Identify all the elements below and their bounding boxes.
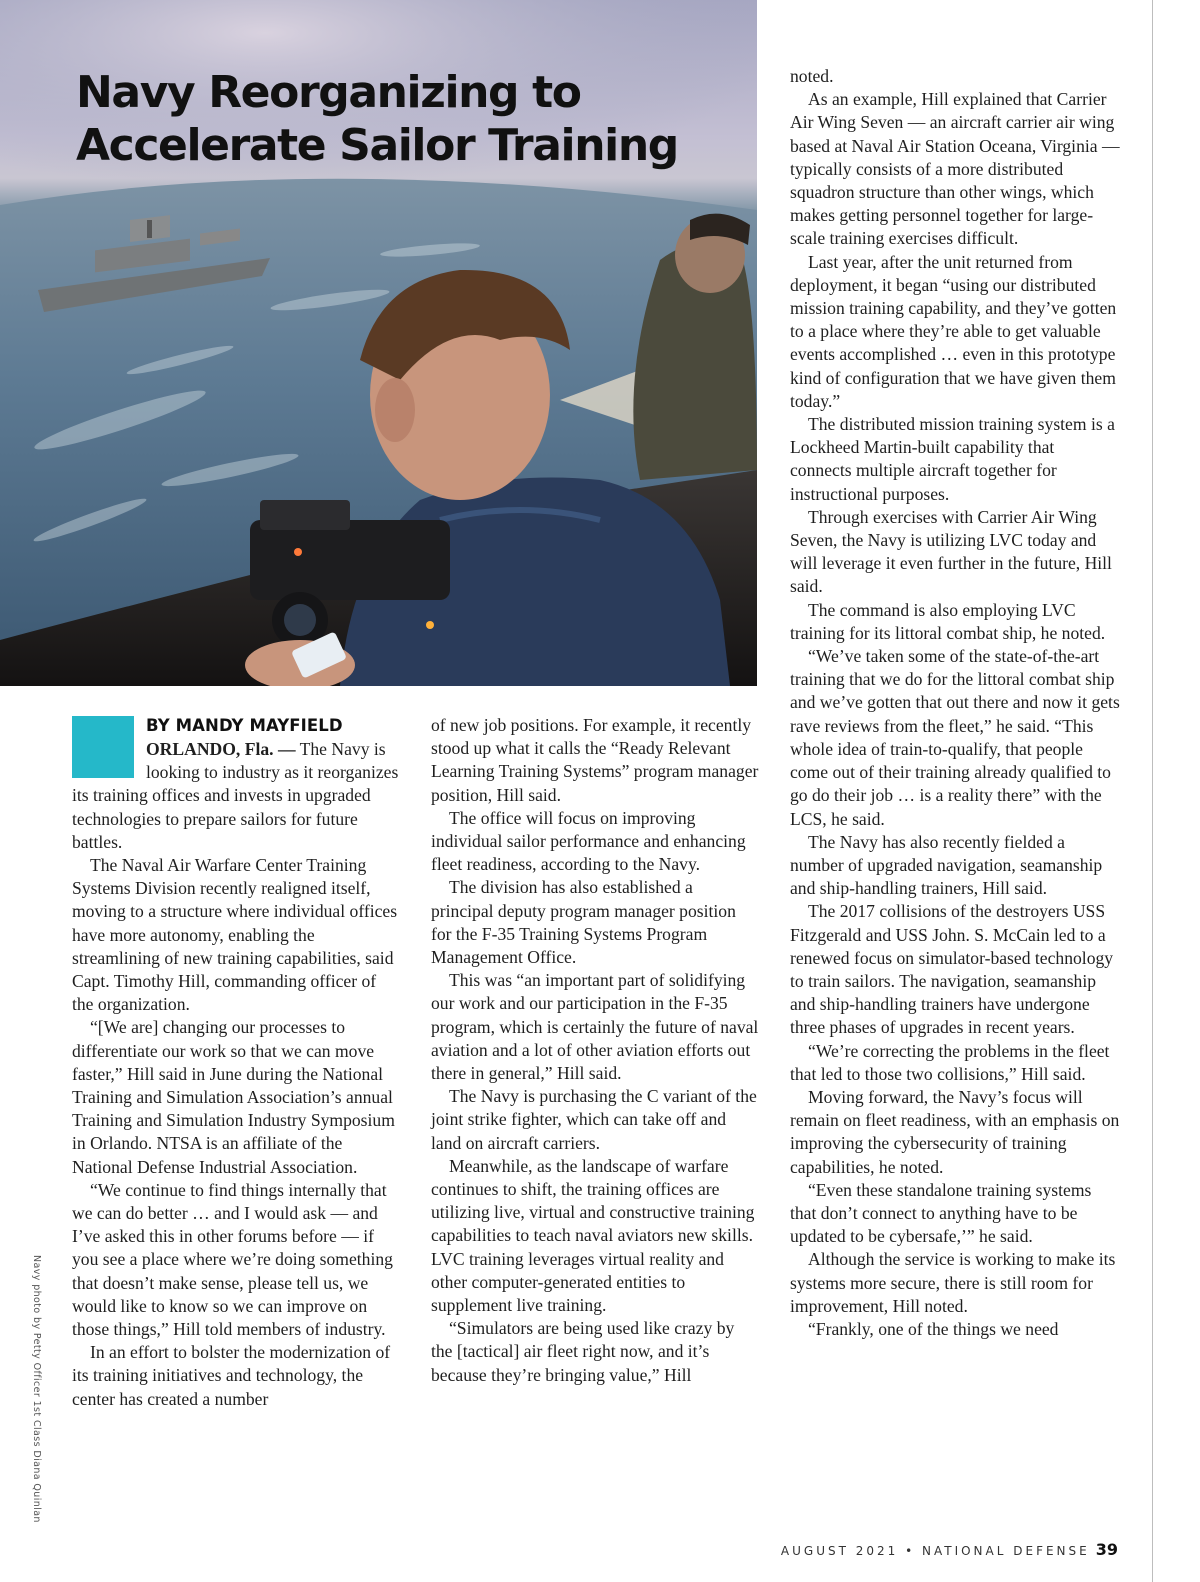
article-photo <box>0 0 757 686</box>
page-number: 39 <box>1095 1540 1118 1559</box>
paragraph: “We continue to find things internally that we can do better … and I would ask — and I’ve asked this in other forums before — if you see a place where we’re doing something that doesn’t make sense, please tell us, we would like to know so we can improve on those things,” Hill told members of industry. <box>72 1179 393 1340</box>
paragraph: “We’ve taken some of the state-of-the-art training that we do for the littoral combat ship and we’ve gotten that out there and now it gets rave reviews from the fleet,” he said. “This whole idea of train-to-qualify, that people come out of their training already qualified to go do their job … is a reality there” with the LCS, he said. <box>790 646 1120 829</box>
dateline: ORLANDO, Fla. — <box>146 739 296 759</box>
paragraph: Last year, after the unit returned from deployment, it began “using our distributed mission training capability, and they’ve gotten to a place where they’re able to get valuable events accomplished … even in this prototype kind of configuration that we have given them today.” <box>790 251 1117 411</box>
paragraph: The Navy is purchasing the C variant of the joint strike fighter, which can take off and land on aircraft carriers. <box>431 1086 757 1153</box>
paragraph: In an effort to bolster the modernization of its training initiatives and technology, the center has created a number <box>72 1342 391 1409</box>
byline: BY MANDY MAYFIELD <box>146 716 343 735</box>
paragraph: The division has also established a principal deputy program manager position for the F-35 Training Systems Program Management Office. <box>431 877 736 968</box>
paragraph: The distributed mission training system is a Lockheed Martin-built capability that connects multiple aircraft together for instructional purposes. <box>790 414 1115 504</box>
paragraph: “We’re correcting the problems in the fleet that led to those two collisions,” Hill said. <box>790 1040 1110 1084</box>
page-edge-line <box>1152 0 1153 1582</box>
paragraph: The Navy has also recently fielded a number of upgraded navigation, seamanship and ship-handling trainers, Hill said. <box>790 831 1103 899</box>
paragraph: Meanwhile, as the landscape of warfare continues to shift, the training offices are utilizing live, virtual and constructive training capabilities to teach naval aviators new skills. LVC training leverages virtual reality and other computer-generated entities to supplement live training. <box>431 1155 755 1316</box>
paragraph: “Frankly, one of the things we need <box>808 1318 1059 1339</box>
paragraph: “Simulators are being used like crazy by the [tactical] air fleet right now, and it’s because they’re bringing value,” Hill <box>431 1318 735 1385</box>
paragraph: Through exercises with Carrier Air Wing Seven, the Navy is utilizing LVC today and will leverage it even further in the future, Hill said. <box>790 506 1112 597</box>
paragraph: Although the service is working to make its systems more secure, there is still room for improvement, Hill noted. <box>790 1249 1116 1316</box>
article-column-3 <box>790 65 1120 1341</box>
paragraph-text: The Navy is looking to industry as it reorganizes its training offices and invests in upgraded technologies to prepare sailors for future battles. <box>72 739 399 852</box>
paragraph: This was “an important part of solidifying our work and our participation in the F-35 program, which is certainly the future of naval aviation and a lot of other aviation efforts out there in general,” Hill said. <box>431 970 759 1084</box>
paragraph: The Naval Air Warfare Center Training Systems Division recently realigned itself, moving to a structure where individual offices have more autonomy, enabling the streamlining of new training capabilities, said Capt. Timothy Hill, commanding officer of the organization. <box>72 855 398 1015</box>
article-column-2 <box>431 714 759 1387</box>
accent-square <box>72 716 134 778</box>
paragraph: The command is also employing LVC training for its littoral combat ship, he noted. <box>790 599 1106 643</box>
paragraph: “[We are] changing our processes to differentiate our work so that we can move faster,” Hill said in June during the National Training and Simulation Association’s annual Training and Simulation Industry Symposium in Orlando. NTSA is an affiliate of the National Defense Industrial Association. <box>72 1017 395 1177</box>
paragraph: of new job positions. For example, it recently stood up what it calls the “Ready Relevant Learning Training Systems” program manager position, Hill said. <box>431 715 759 805</box>
paragraph: “Even these standalone training systems that don’t connect to anything have to be updated to be cybersafe,’” he said. <box>790 1179 1092 1247</box>
paragraph: noted. <box>790 66 834 86</box>
article-headline: Navy Reorganizing to Accelerate Sailor Training <box>76 67 678 171</box>
article-column-1 <box>72 714 400 1411</box>
page-footer <box>781 1540 1118 1559</box>
paragraph: The 2017 collisions of the destroyers USS Fitzgerald and USS John. S. McCain led to a renewed focus on simulator-based technology to train sailors. The navigation, seamanship and ship-handling trainers have undergone three phases of upgrades in recent years. <box>790 901 1114 1038</box>
paragraph: The office will focus on improving individual sailor performance and enhancing fleet readiness, according to the Navy. <box>431 807 746 875</box>
photo-credit: Navy photo by Petty Officer 1st Class Diana Quinlan <box>31 1255 42 1523</box>
issue-label: AUGUST 2021 • NATIONAL DEFENSE <box>780 1544 1090 1558</box>
paragraph: As an example, Hill explained that Carrier Air Wing Seven — an aircraft carrier air wing based at Naval Air Station Oceana, Virginia — typically consists of a more distributed squadron structure than other wings, which makes getting personnel together for large-scale training exercises difficult. <box>790 89 1120 249</box>
paragraph: Moving forward, the Navy’s focus will remain on fleet readiness, with an emphasis on improving the cybersecurity of training capabilities, he noted. <box>790 1086 1120 1177</box>
